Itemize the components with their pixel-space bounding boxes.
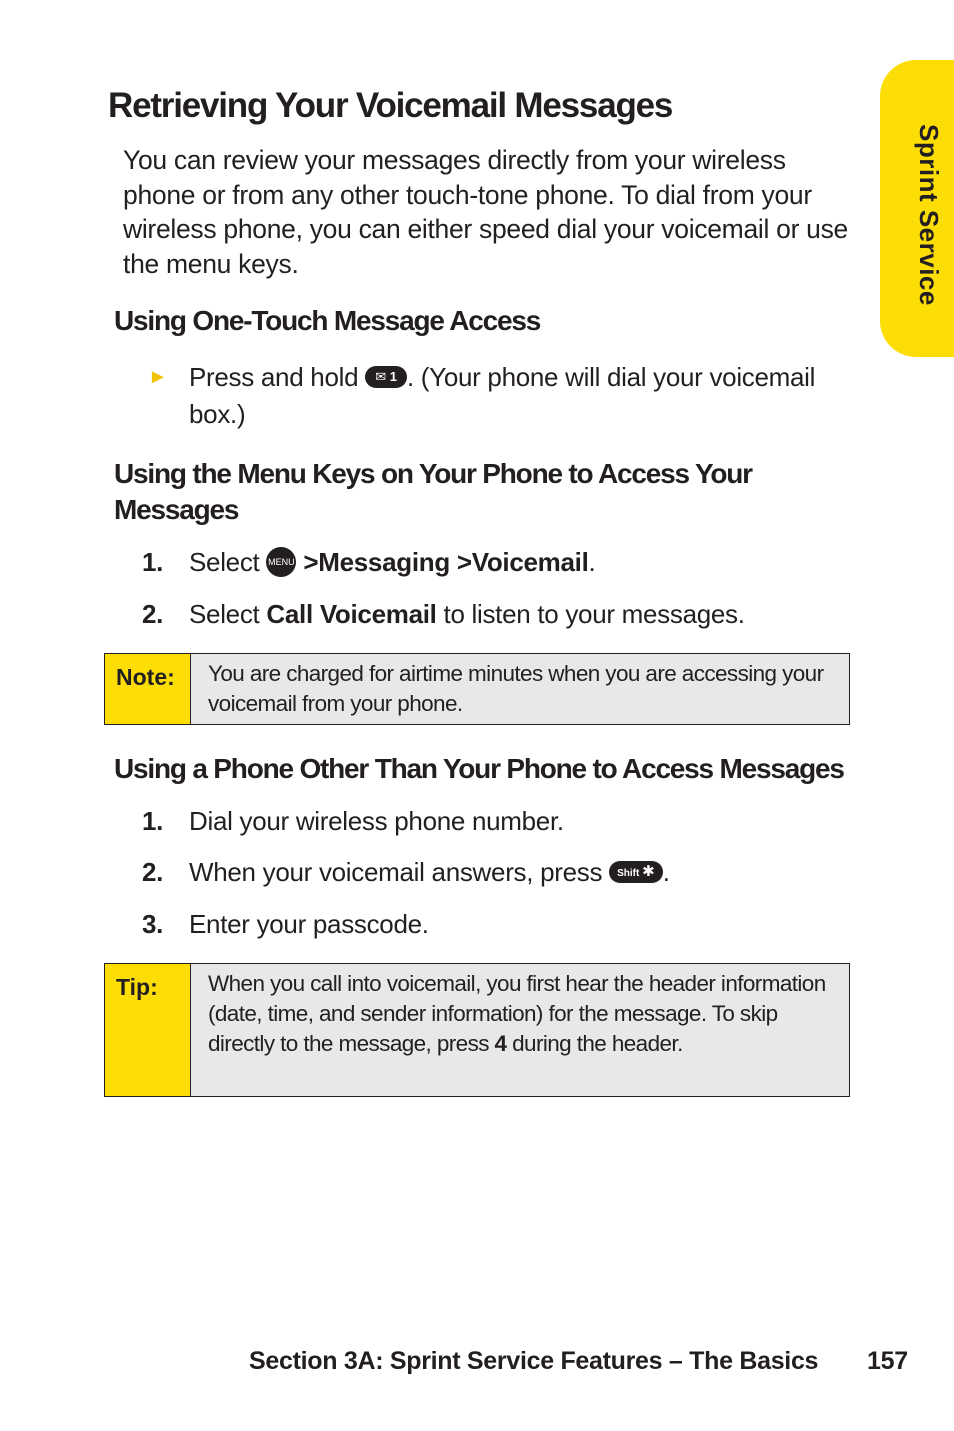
- tip-box: [104, 963, 850, 1097]
- note-box: [104, 653, 850, 725]
- step-text-post: to listen to your messages.: [443, 599, 745, 629]
- menu-heading-line1: Using the Menu Keys on Your Phone to Access Your: [114, 458, 752, 489]
- step-text: [189, 854, 670, 891]
- menu-key-bottom: OK: [274, 582, 288, 593]
- note-text: You are charged for airtime minutes when you are accessing your voicemail from your phone.: [208, 661, 824, 716]
- step-number: 3.: [142, 909, 164, 939]
- section-heading-one-touch: Using One-Touch Message Access: [114, 305, 541, 336]
- page-number: 157: [867, 1347, 908, 1375]
- step-number: 2.: [142, 857, 164, 887]
- tip-key: 4: [494, 1031, 507, 1056]
- shift-star-key: [609, 861, 663, 883]
- shift-key-label: Shift: [617, 868, 640, 880]
- menu-key-top: MENU: [268, 557, 295, 568]
- step-text: Dial your wireless phone number.: [189, 806, 564, 836]
- footer-section-title: Section 3A: Sprint Service Features – The Basics: [249, 1347, 819, 1375]
- tip-text: [191, 964, 849, 1096]
- asterisk-icon: ✱: [642, 863, 655, 881]
- tip-label: Tip:: [105, 964, 191, 1096]
- page-title: Retrieving Your Voicemail Messages: [108, 86, 673, 125]
- menu-separator: >: [303, 547, 319, 577]
- step-text-pre: Select: [189, 547, 260, 577]
- step-number: 2.: [142, 599, 164, 629]
- step-number: 1.: [142, 806, 164, 836]
- step-text: [189, 596, 745, 633]
- step-text-pre: When your voicemail answers, press: [189, 857, 603, 887]
- step-text-pre: Select: [189, 599, 260, 629]
- step-text: [189, 544, 596, 593]
- menu-separator: >: [456, 547, 472, 577]
- menu-ok-key: [266, 547, 296, 593]
- instruction-text-pre: Press and hold: [189, 362, 359, 392]
- one-touch-instruction: [189, 359, 849, 433]
- note-label: Note:: [105, 654, 191, 724]
- section-heading-other-phone: Using a Phone Other Than Your Phone to Access Messages: [114, 753, 844, 784]
- bullet-arrow-icon: ►: [148, 366, 168, 388]
- voicemail-key: [365, 366, 407, 388]
- menu-item-messaging: Messaging: [318, 547, 450, 577]
- menu-item-voicemail: Voicemail: [471, 547, 589, 577]
- menu-heading-line2: Messages: [114, 494, 239, 525]
- step-end-punct: .: [662, 857, 670, 887]
- envelope-icon: ✉: [375, 369, 387, 385]
- intro-paragraph: You can review your messages directly from your wireless phone or from any other touch-tone phone. To dial from your wireless phone, you can either speed dial your voicemail or use the menu keys.: [123, 145, 848, 279]
- tip-text-pre: When you call into voicemail, you first hear the header information (date, time, and sender information) for the message. To skip directly to the message, press: [208, 971, 826, 1056]
- tip-text-post: during the header.: [512, 1031, 683, 1056]
- instruction-text-post: . (Your phone will dial your voicemail box.): [189, 362, 816, 429]
- section-heading-menu-keys: [114, 456, 752, 528]
- voicemail-key-label: 1: [389, 369, 397, 385]
- menu-item-call-voicemail: Call Voicemail: [266, 599, 437, 629]
- step-end-punct: .: [588, 547, 596, 577]
- step-number: 1.: [142, 547, 164, 577]
- step-text: Enter your passcode.: [189, 909, 429, 939]
- side-tab-label: Sprint Service: [914, 124, 944, 306]
